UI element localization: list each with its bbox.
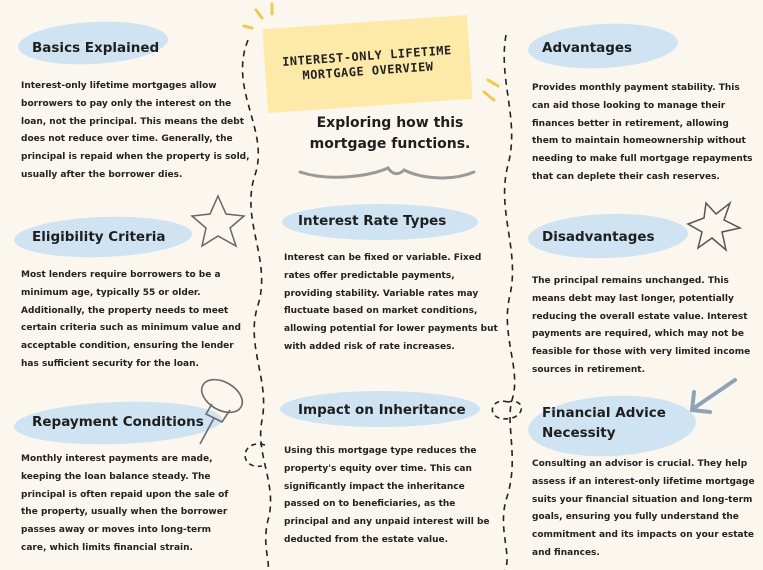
- eligibility-heading: Eligibility Criteria: [32, 229, 166, 245]
- star-icon: [192, 196, 244, 246]
- interest-rate-heading: Interest Rate Types: [298, 213, 447, 229]
- basics-text: Interest-only lifetime mortgages allow borrowers to pay only the interest on the loan, not the principal. This means the debt does not reduce over time. Generally, the principal is repaid when the property is sold, usually after the borrower dies.: [21, 81, 250, 180]
- title-banner: [262, 15, 472, 113]
- disadvantages-heading: Disadvantages: [542, 229, 655, 245]
- repayment-text: Monthly interest payments are made, keeping the loan balance steady. The principal is often repaid upon the sale of the property, usually when the borrower passes away or moves into long-term care, which limits financial strain.: [21, 454, 229, 553]
- basics-heading: Basics Explained: [32, 40, 160, 56]
- financial-advice-text: Consulting an advisor is crucial. They help assess if an interest-only lifetime mortgage suits your financial situation and long-term goals, ensuring you fully understand the commitment and its impacts on your estate and finances.: [532, 459, 755, 558]
- page-title: INTEREST-ONLY LIFETIME MORTGAGE OVERVIEW: [281, 43, 453, 83]
- page-subtitle: Exploring how this mortgage functions.: [309, 115, 471, 152]
- financial-advice-heading: Financial Advice Necessity: [542, 405, 666, 441]
- eligibility-text: Most lenders require borrowers to be a minimum age, typically 55 or older. Additionally, the property needs to meet certain criteria such as minimum value and acceptable condition, ensuring the lender has sufficient security for the loan.: [21, 270, 241, 369]
- inheritance-text: Using this mortgage type reduces the property's equity over time. This can significantly impact the inheritance passed on to beneficiaries, as the principal and any unpaid interest will be deducted from the estate value.: [284, 446, 490, 545]
- disadvantages-text: The principal remains unchanged. This means debt may last longer, potentially reducing the overall estate value. Interest payments are required, which may not be feasible for those with very limited income sources in retirement.: [532, 276, 751, 375]
- advantages-heading: Advantages: [542, 40, 633, 56]
- repayment-heading: Repayment Conditions: [32, 414, 204, 430]
- arrow-icon: [692, 380, 735, 412]
- interest-rate-text: Interest can be fixed or variable. Fixed rates offer predictable payments, providing stability. Variable rates may fluctuate based on market conditions, allowing potential for lower payments but with added risk of rate increases.: [284, 253, 498, 352]
- burst-icon: [688, 203, 740, 250]
- advantages-text: Provides monthly payment stability. This can aid those looking to manage their finances better in retirement, allowing them to maintain homeownership without needing to make full mortgage repayments that can deplete their cash reserves.: [532, 83, 753, 182]
- inheritance-heading: Impact on Inheritance: [298, 402, 466, 418]
